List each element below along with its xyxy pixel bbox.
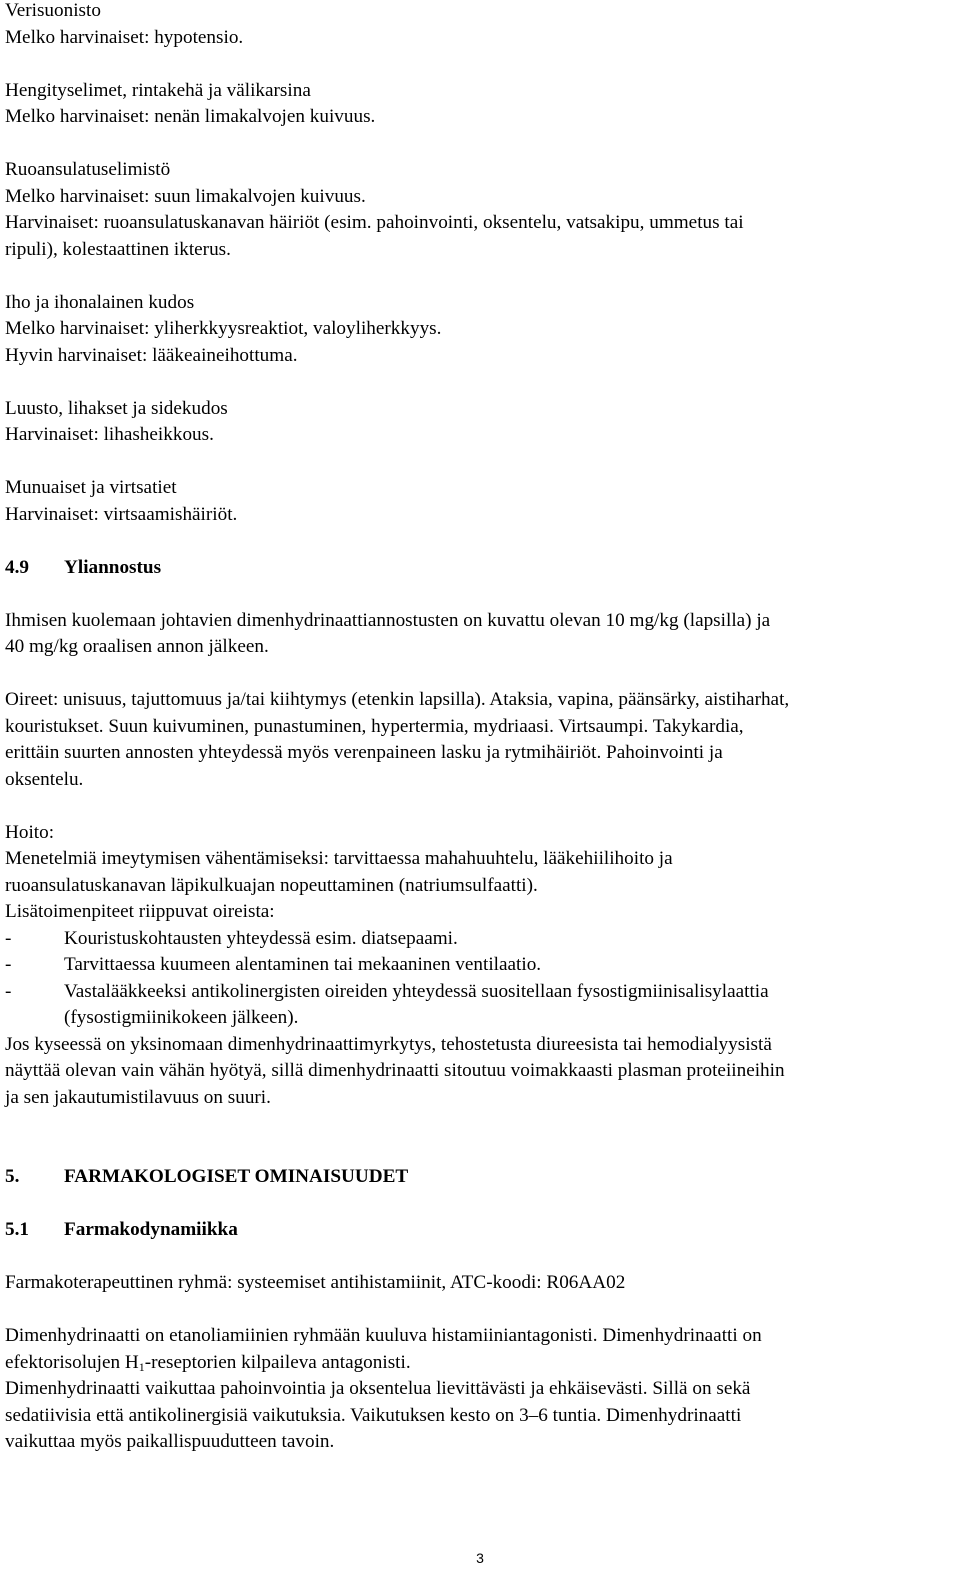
body-line: Harvinaiset: ruoansulatuskanavan häiriöt (esim. pahoinvointi, oksentelu, vatsakipu, ummetus tai (5, 212, 744, 233)
text-fragment: efektorisolujen H (5, 1351, 139, 1373)
body-line: Melko harvinaiset: suun limakalvojen kuivuus. (5, 185, 366, 207)
body-line: Dimenhydrinaatti on etanoliamiinien ryhmään kuuluva histamiiniantagonisti. Dimenhydrinaatti on (5, 1325, 762, 1346)
heading-4-9 (5, 555, 953, 582)
document-page (5, 0, 953, 1456)
overdose-treatment (5, 820, 953, 1112)
list-item-text: Tarvittaessa kuumeen alentaminen tai mekaaninen ventilaatio. (64, 954, 542, 975)
list-item (5, 926, 953, 953)
mechanism-paragraph (5, 1323, 953, 1456)
body-line: Melko harvinaiset: nenän limakalvojen kuivuus. (5, 106, 376, 127)
body-line: Dimenhydrinaatti vaikuttaa pahoinvointia ja oksentelua lievittävästi ja ehkäisevästi. Sillä on sekä (5, 1378, 751, 1399)
list-dash: - (5, 954, 12, 975)
body-line: ruoansulatuskanavan läpikulkuajan nopeuttaminen (natriumsulfaatti). (5, 874, 538, 896)
section-heading-skin: Iho ja ihonalainen kudos (5, 291, 195, 313)
body-line: oksentelu. (5, 768, 84, 790)
overdose-symptoms (5, 687, 953, 793)
list-item-text: Vastalääkkeeksi antikolinergisten oireiden yhteydessä suositellaan fysostigmiinisalisylaattia (64, 980, 769, 1002)
treatment-label: Hoito: (5, 821, 55, 843)
body-line: ripuli), kolestaattinen ikterus. (5, 238, 231, 260)
list-item (5, 979, 953, 1032)
heading-number: 5. (5, 1166, 20, 1187)
body-line: Hyvin harvinaiset: lääkeaineihottuma. (5, 344, 298, 366)
list-item-text: Kouristuskohtausten yhteydessä esim. diatsepaami. (64, 927, 458, 949)
overdose-paragraph-1 (5, 608, 953, 661)
section-heading-musculoskeletal: Luusto, lihakset ja sidekudos (5, 397, 228, 419)
section-heading-renal: Munuaiset ja virtsatiet (5, 477, 177, 498)
section-renal (5, 475, 953, 528)
section-respiratory (5, 78, 953, 131)
body-line: Lisätoimenpiteet riippuvat oireista: (5, 901, 275, 922)
body-line: näyttää olevan vain vähän hyötyä, sillä dimenhydrinaatti sitoutuu voimakkaasti plasman proteiineihin (5, 1060, 785, 1081)
page-number: 3 (476, 1550, 484, 1566)
body-line: erittäin suurten annosten yhteydessä myös verenpaineen lasku ja rytmihäiriöt. Pahoinvointi ja (5, 742, 723, 763)
body-line: Farmakoterapeuttinen ryhmä: systeemiset antihistamiinit, ATC-koodi: R06AA02 (5, 1272, 626, 1293)
heading-5-1 (5, 1217, 953, 1244)
subscript: 1 (138, 1359, 145, 1374)
pharmacotherapeutic-group (5, 1270, 953, 1297)
section-skin (5, 290, 953, 370)
section-heading-vascular: Verisuonisto (5, 0, 101, 21)
section-musculoskeletal (5, 396, 953, 449)
heading-number: 4.9 (5, 556, 29, 578)
body-line: Harvinaiset: lihasheikkous. (5, 424, 214, 445)
body-line: 40 mg/kg oraalisen annon jälkeen. (5, 636, 269, 657)
heading-5 (5, 1164, 953, 1191)
body-line: sedatiivisia että antikolinergisiä vaikutuksia. Vaikutuksen kesto on 3–6 tuntia. Dimenhydrinaatti (5, 1404, 742, 1426)
body-line: Harvinaiset: virtsaamishäiriöt. (5, 503, 238, 525)
body-line: kouristukset. Suun kuivuminen, punastuminen, hypertermia, mydriaasi. Virtsaumpi. Takykardia, (5, 715, 744, 737)
body-line: ja sen jakautumistilavuus on suuri. (5, 1086, 271, 1108)
list-item-text: (fysostigmiinikokeen jälkeen). (64, 1007, 299, 1028)
text-fragment: -reseptorien kilpaileva antagonisti. (144, 1351, 411, 1373)
body-line (5, 1350, 953, 1377)
body-line: Jos kyseessä on yksinomaan dimenhydrinaattimyrkytys, tehostetusta diureesista tai hemodialyysistä (5, 1033, 772, 1055)
section-heading-respiratory: Hengityselimet, rintakehä ja välikarsina (5, 79, 311, 101)
list-dash: - (5, 980, 12, 1002)
heading-number: 5.1 (5, 1219, 29, 1240)
heading-title: FARMAKOLOGISET OMINAISUUDET (64, 1166, 409, 1187)
section-heading-gastro: Ruoansulatuselimistö (5, 159, 171, 180)
heading-title: Yliannostus (64, 556, 162, 578)
body-line: Menetelmiä imeytymisen vähentämiseksi: tarvittaessa mahahuuhtelu, lääkehiilihoito ja (5, 848, 673, 869)
list-item (5, 952, 953, 979)
body-line: vaikuttaa myös paikallispuudutteen tavoin. (5, 1431, 335, 1452)
body-line: Oireet: unisuus, tajuttomuus ja/tai kiihtymys (etenkin lapsilla). Ataksia, vapina, päänsärky, aistiharhat, (5, 689, 790, 710)
section-vascular (5, 0, 953, 51)
heading-title: Farmakodynamiikka (64, 1219, 238, 1240)
list-dash: - (5, 927, 12, 949)
body-line: Melko harvinaiset: hypotensio. (5, 26, 244, 48)
body-line: Melko harvinaiset: yliherkkyysreaktiot, valoyliherkkyys. (5, 318, 442, 339)
body-line: Ihmisen kuolemaan johtavien dimenhydrinaattiannostusten on kuvattu olevan 10 mg/kg (lapsilla) ja (5, 609, 771, 631)
section-gastro (5, 157, 953, 263)
